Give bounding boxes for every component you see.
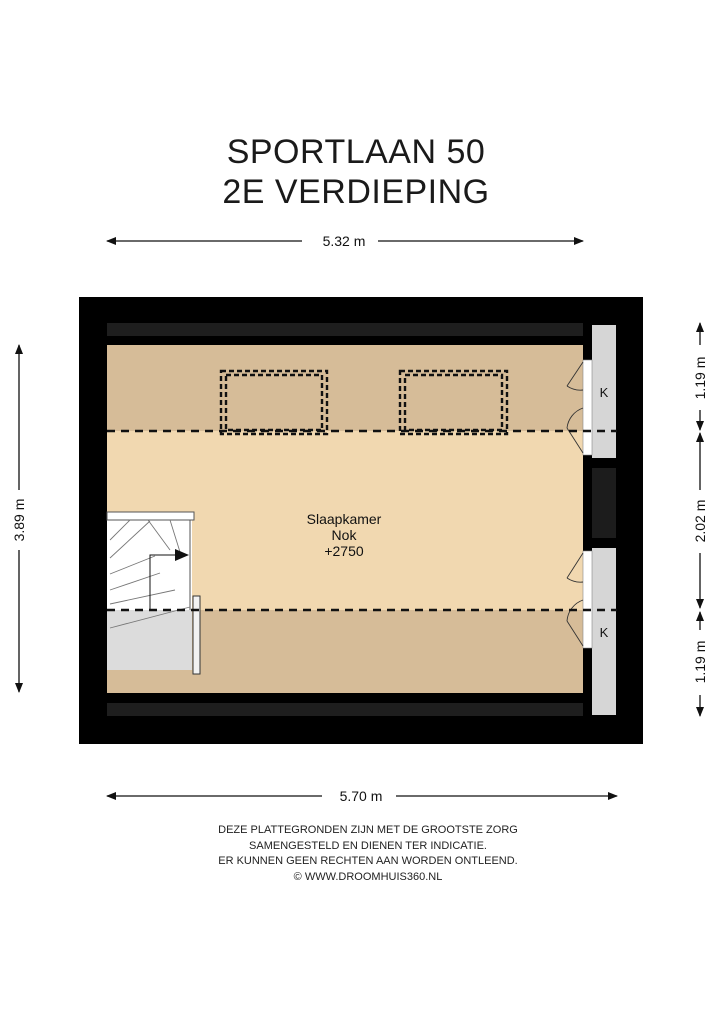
closet-top-door: [583, 360, 592, 455]
dimension-left-label: 3.89 m: [11, 498, 27, 542]
disclaimer-line-3: ER KUNNEN GEEN RECHTEN AAN WORDEN ONTLEEND.: [218, 855, 518, 867]
dimension-bottom: [107, 788, 617, 804]
ridge-height: +2750: [324, 543, 364, 559]
closet-top-label: K: [599, 385, 609, 400]
disclaimer-line-4: © WWW.DROOMHUIS360.NL: [293, 870, 443, 883]
dimension-right-middle-label: 2.02 m: [692, 499, 708, 543]
closet-bottom-label: K: [599, 625, 609, 640]
staircase: [107, 512, 200, 674]
low-ceiling-top: [107, 345, 583, 431]
disclaimer: [0, 823, 720, 885]
dimension-bottom-label: 5.70 m: [339, 788, 383, 804]
closet-bottom-door: [583, 551, 592, 648]
disclaimer-line-1: DEZE PLATTEGRONDEN ZIJN MET DE GROOTSTE ZORG: [218, 824, 518, 836]
chimney-block: [592, 468, 616, 538]
eave-bottom: [107, 703, 583, 716]
ridge-label: Nok: [331, 527, 357, 543]
dimension-left: [11, 345, 27, 692]
dimension-top-label: 5.32 m: [322, 233, 366, 249]
dimension-right-top-label: 1.19 m: [692, 356, 708, 400]
dimension-right-bottom-label: 1.19 m: [692, 640, 708, 684]
disclaimer-line-2: SAMENGESTELD EN DIENEN TER INDICATIE.: [249, 839, 487, 852]
eave-top: [107, 323, 583, 336]
room-name: Slaapkamer: [306, 511, 382, 527]
dimension-right: [692, 323, 708, 716]
floor-title: 2E VERDIEPING: [222, 173, 490, 211]
dimension-top: [107, 233, 583, 249]
address-title: SPORTLAAN 50: [226, 133, 486, 171]
